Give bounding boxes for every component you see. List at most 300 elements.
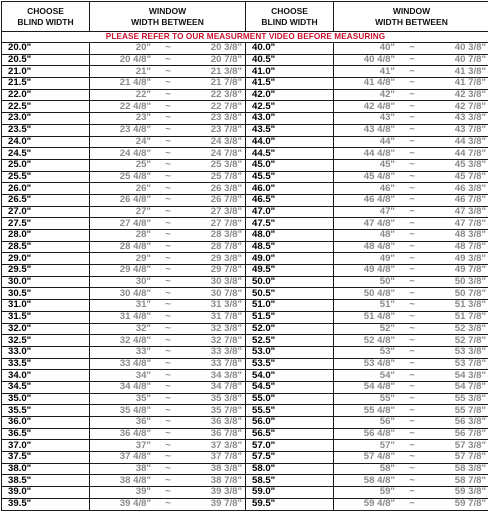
range-wrapper <box>334 336 488 346</box>
range-min: 20" <box>90 43 151 53</box>
blind-width-cell: 48.5" <box>246 241 334 253</box>
blind-width-cell: 57.0" <box>246 440 334 452</box>
blind-width-cell: 44.0" <box>246 136 334 148</box>
range-min: 57 4/8" <box>334 452 395 462</box>
range-max: 40 3/8" <box>429 43 486 53</box>
range-min: 37" <box>90 441 151 451</box>
range-wrapper <box>334 394 488 404</box>
range-max: 37 7/8" <box>185 452 242 462</box>
range-max: 58 7/8" <box>429 476 486 486</box>
window-range-cell <box>334 113 488 125</box>
table-row <box>2 288 488 300</box>
header-text: WIDTH BETWEEN <box>334 17 488 28</box>
blind-width-cell: 25.0" <box>2 159 90 171</box>
table-row <box>2 300 488 312</box>
window-range-cell <box>334 405 488 417</box>
range-min: 47 4/8" <box>334 219 395 229</box>
window-range-cell <box>334 159 488 171</box>
range-wrapper <box>334 113 488 123</box>
range-wrapper <box>90 113 245 123</box>
range-separator: ~ <box>395 406 429 416</box>
table-row <box>2 323 488 335</box>
range-min: 31 4/8" <box>90 312 151 322</box>
range-min: 37 4/8" <box>90 452 151 462</box>
blind-width-cell: 49.0" <box>246 253 334 265</box>
window-range-cell <box>334 78 488 90</box>
range-max: 28 3/8" <box>185 230 242 240</box>
range-separator: ~ <box>395 254 429 264</box>
range-max: 37 3/8" <box>185 441 242 451</box>
range-max: 23 3/8" <box>185 113 242 123</box>
range-max: 48 7/8" <box>429 242 486 252</box>
header-text: WIDTH BETWEEN <box>90 17 245 28</box>
range-min: 38" <box>90 464 151 474</box>
range-min: 40" <box>334 43 395 53</box>
range-separator: ~ <box>395 429 429 439</box>
range-min: 44" <box>334 137 395 147</box>
range-separator: ~ <box>151 347 185 357</box>
range-wrapper <box>334 371 488 381</box>
blind-width-table <box>1 1 488 511</box>
range-wrapper <box>90 254 245 264</box>
blind-width-cell: 43.5" <box>246 124 334 136</box>
range-min: 50" <box>334 277 395 287</box>
blind-width-cell: 38.5" <box>2 475 90 487</box>
range-max: 40 7/8" <box>429 55 486 65</box>
range-min: 51 4/8" <box>334 312 395 322</box>
range-wrapper <box>334 254 488 264</box>
range-min: 53 4/8" <box>334 359 395 369</box>
range-separator: ~ <box>151 78 185 88</box>
range-max: 58 3/8" <box>429 464 486 474</box>
range-separator: ~ <box>151 43 185 53</box>
range-wrapper <box>90 441 245 451</box>
blind-width-cell: 56.5" <box>246 428 334 440</box>
table-row <box>2 498 488 510</box>
range-max: 52 3/8" <box>429 324 486 334</box>
header-text: CHOOSE <box>2 6 89 17</box>
range-wrapper <box>334 464 488 474</box>
range-min: 39" <box>90 487 151 497</box>
blind-width-cell: 58.5" <box>246 475 334 487</box>
range-wrapper <box>90 476 245 486</box>
range-separator: ~ <box>395 102 429 112</box>
notice-row <box>2 32 488 43</box>
range-max: 45 3/8" <box>429 160 486 170</box>
range-wrapper <box>90 300 245 310</box>
window-range-cell <box>90 171 246 183</box>
blind-width-cell: 50.5" <box>246 288 334 300</box>
range-max: 44 7/8" <box>429 149 486 159</box>
table-row <box>2 440 488 452</box>
range-min: 47" <box>334 207 395 217</box>
range-min: 25" <box>90 160 151 170</box>
range-separator: ~ <box>395 382 429 392</box>
range-min: 30" <box>90 277 151 287</box>
range-min: 38 4/8" <box>90 476 151 486</box>
range-separator: ~ <box>395 277 429 287</box>
range-separator: ~ <box>151 160 185 170</box>
range-separator: ~ <box>151 464 185 474</box>
range-min: 26 4/8" <box>90 195 151 205</box>
range-wrapper <box>334 265 488 275</box>
blind-width-cell: 28.5" <box>2 241 90 253</box>
range-wrapper <box>90 102 245 112</box>
range-max: 54 7/8" <box>429 382 486 392</box>
blind-width-cell: 37.0" <box>2 440 90 452</box>
blind-width-cell: 28.0" <box>2 230 90 242</box>
range-separator: ~ <box>395 149 429 159</box>
range-wrapper <box>90 184 245 194</box>
range-max: 35 7/8" <box>185 406 242 416</box>
blind-width-cell: 22.0" <box>2 89 90 101</box>
blind-width-cell: 59.5" <box>246 498 334 510</box>
range-max: 31 7/8" <box>185 312 242 322</box>
window-range-cell <box>334 381 488 393</box>
range-min: 49 4/8" <box>334 265 395 275</box>
window-range-cell <box>90 452 246 464</box>
range-max: 28 7/8" <box>185 242 242 252</box>
range-max: 26 7/8" <box>185 195 242 205</box>
blind-width-cell: 48.0" <box>246 230 334 242</box>
range-max: 34 7/8" <box>185 382 242 392</box>
blind-width-cell: 31.5" <box>2 311 90 323</box>
range-separator: ~ <box>395 417 429 427</box>
range-separator: ~ <box>151 149 185 159</box>
table-row <box>2 358 488 370</box>
range-min: 30 4/8" <box>90 289 151 299</box>
window-range-cell <box>334 276 488 288</box>
range-min: 48 4/8" <box>334 242 395 252</box>
range-wrapper <box>334 476 488 486</box>
window-range-cell <box>90 381 246 393</box>
blind-width-cell: 35.0" <box>2 393 90 405</box>
window-range-cell <box>90 498 246 510</box>
blind-width-cell: 53.0" <box>246 346 334 358</box>
range-separator: ~ <box>151 242 185 252</box>
table-row <box>2 428 488 440</box>
range-wrapper <box>90 487 245 497</box>
range-separator: ~ <box>395 476 429 486</box>
range-separator: ~ <box>151 125 185 135</box>
range-separator: ~ <box>395 78 429 88</box>
window-range-cell <box>334 171 488 183</box>
table-row <box>2 124 488 136</box>
range-wrapper <box>90 149 245 159</box>
range-separator: ~ <box>395 300 429 310</box>
range-max: 50 7/8" <box>429 289 486 299</box>
range-wrapper <box>334 102 488 112</box>
range-wrapper <box>334 78 488 88</box>
blind-width-cell: 39.0" <box>2 487 90 499</box>
range-wrapper <box>334 242 488 252</box>
range-wrapper <box>334 347 488 357</box>
range-max: 47 3/8" <box>429 207 486 217</box>
range-separator: ~ <box>151 394 185 404</box>
blind-width-cell: 30.5" <box>2 288 90 300</box>
range-min: 23" <box>90 113 151 123</box>
range-max: 30 7/8" <box>185 289 242 299</box>
range-min: 49" <box>334 254 395 264</box>
range-max: 21 3/8" <box>185 67 242 77</box>
window-range-cell <box>90 393 246 405</box>
range-max: 24 7/8" <box>185 149 242 159</box>
table-row <box>2 171 488 183</box>
range-max: 46 7/8" <box>429 195 486 205</box>
window-range-cell <box>90 463 246 475</box>
window-range-cell <box>90 300 246 312</box>
range-max: 20 3/8" <box>185 43 242 53</box>
range-wrapper <box>90 452 245 462</box>
range-min: 51" <box>334 300 395 310</box>
range-min: 41 4/8" <box>334 78 395 88</box>
range-min: 22 4/8" <box>90 102 151 112</box>
blind-width-chart <box>1 1 487 484</box>
range-max: 44 3/8" <box>429 137 486 147</box>
range-min: 29 4/8" <box>90 265 151 275</box>
blind-width-cell: 42.5" <box>246 101 334 113</box>
range-separator: ~ <box>395 55 429 65</box>
range-max: 30 3/8" <box>185 277 242 287</box>
range-wrapper <box>90 406 245 416</box>
range-min: 50 4/8" <box>334 289 395 299</box>
range-wrapper <box>334 324 488 334</box>
range-min: 36" <box>90 417 151 427</box>
range-wrapper <box>90 394 245 404</box>
window-range-cell <box>90 148 246 160</box>
range-max: 38 3/8" <box>185 464 242 474</box>
range-wrapper <box>334 359 488 369</box>
range-max: 59 3/8" <box>429 487 486 497</box>
range-separator: ~ <box>151 265 185 275</box>
window-range-cell <box>90 276 246 288</box>
range-min: 42" <box>334 90 395 100</box>
blind-width-cell: 45.5" <box>246 171 334 183</box>
window-range-cell <box>90 265 246 277</box>
blind-width-cell: 29.0" <box>2 253 90 265</box>
range-min: 46" <box>334 184 395 194</box>
range-min: 48" <box>334 230 395 240</box>
range-max: 42 7/8" <box>429 102 486 112</box>
range-max: 59 7/8" <box>429 499 486 509</box>
window-range-cell <box>90 159 246 171</box>
range-wrapper <box>90 160 245 170</box>
range-max: 21 7/8" <box>185 78 242 88</box>
range-wrapper <box>90 464 245 474</box>
range-max: 56 3/8" <box>429 417 486 427</box>
range-wrapper <box>90 67 245 77</box>
range-min: 26" <box>90 184 151 194</box>
blind-width-cell: 42.0" <box>246 89 334 101</box>
blind-width-cell: 40.0" <box>246 43 334 55</box>
window-range-cell <box>90 136 246 148</box>
window-range-cell <box>334 498 488 510</box>
table-row <box>2 136 488 148</box>
range-max: 38 7/8" <box>185 476 242 486</box>
range-wrapper <box>334 429 488 439</box>
blind-width-cell: 50.0" <box>246 276 334 288</box>
table-row <box>2 370 488 382</box>
range-min: 33 4/8" <box>90 359 151 369</box>
blind-width-cell: 51.5" <box>246 311 334 323</box>
window-range-cell <box>90 335 246 347</box>
range-wrapper <box>334 55 488 65</box>
table-row <box>2 194 488 206</box>
blind-width-cell: 55.0" <box>246 393 334 405</box>
blind-width-cell: 44.5" <box>246 148 334 160</box>
range-separator: ~ <box>151 371 185 381</box>
range-separator: ~ <box>395 125 429 135</box>
range-min: 45" <box>334 160 395 170</box>
range-wrapper <box>334 230 488 240</box>
blind-width-cell: 29.5" <box>2 265 90 277</box>
range-wrapper <box>90 219 245 229</box>
range-max: 27 3/8" <box>185 207 242 217</box>
range-max: 49 3/8" <box>429 254 486 264</box>
blind-width-cell: 31.0" <box>2 300 90 312</box>
window-range-cell <box>334 300 488 312</box>
blind-width-cell: 33.0" <box>2 346 90 358</box>
table-row <box>2 206 488 218</box>
range-min: 53" <box>334 347 395 357</box>
window-range-cell <box>90 405 246 417</box>
table-row <box>2 475 488 487</box>
range-max: 26 3/8" <box>185 184 242 194</box>
range-separator: ~ <box>395 265 429 275</box>
header-text: BLIND WIDTH <box>246 17 333 28</box>
range-separator: ~ <box>395 441 429 451</box>
range-separator: ~ <box>395 184 429 194</box>
range-separator: ~ <box>395 172 429 182</box>
blind-width-cell: 43.0" <box>246 113 334 125</box>
blind-width-cell: 24.5" <box>2 148 90 160</box>
range-wrapper <box>334 207 488 217</box>
blind-width-cell: 46.5" <box>246 194 334 206</box>
range-wrapper <box>334 406 488 416</box>
range-max: 24 3/8" <box>185 137 242 147</box>
blind-width-cell: 49.5" <box>246 265 334 277</box>
blind-width-cell: 34.5" <box>2 381 90 393</box>
window-range-cell <box>334 253 488 265</box>
range-separator: ~ <box>151 499 185 509</box>
window-width-between-header-right <box>334 2 488 32</box>
range-min: 42 4/8" <box>334 102 395 112</box>
range-separator: ~ <box>395 347 429 357</box>
window-range-cell <box>334 89 488 101</box>
range-separator: ~ <box>151 277 185 287</box>
window-range-cell <box>334 194 488 206</box>
range-max: 55 7/8" <box>429 406 486 416</box>
range-wrapper <box>334 487 488 497</box>
blind-width-cell: 38.0" <box>2 463 90 475</box>
blind-width-cell: 37.5" <box>2 452 90 464</box>
range-separator: ~ <box>395 394 429 404</box>
range-max: 34 3/8" <box>185 371 242 381</box>
table-row <box>2 183 488 195</box>
range-separator: ~ <box>151 67 185 77</box>
blind-width-cell: 52.5" <box>246 335 334 347</box>
range-min: 36 4/8" <box>90 429 151 439</box>
range-min: 54" <box>334 371 395 381</box>
window-range-cell <box>334 206 488 218</box>
blind-width-cell: 25.5" <box>2 171 90 183</box>
range-min: 59 4/8" <box>334 499 395 509</box>
range-min: 24 4/8" <box>90 149 151 159</box>
blind-width-cell: 58.0" <box>246 463 334 475</box>
range-min: 34 4/8" <box>90 382 151 392</box>
range-separator: ~ <box>151 336 185 346</box>
range-min: 55" <box>334 394 395 404</box>
table-row <box>2 113 488 125</box>
range-wrapper <box>90 242 245 252</box>
window-range-cell <box>90 288 246 300</box>
window-range-cell <box>90 323 246 335</box>
range-max: 23 7/8" <box>185 125 242 135</box>
table-row <box>2 346 488 358</box>
range-max: 29 3/8" <box>185 254 242 264</box>
range-max: 25 7/8" <box>185 172 242 182</box>
window-range-cell <box>90 440 246 452</box>
range-separator: ~ <box>151 312 185 322</box>
range-separator: ~ <box>395 371 429 381</box>
range-wrapper <box>90 359 245 369</box>
blind-width-cell: 27.5" <box>2 218 90 230</box>
range-min: 58 4/8" <box>334 476 395 486</box>
range-max: 45 7/8" <box>429 172 486 182</box>
range-max: 39 7/8" <box>185 499 242 509</box>
range-max: 36 3/8" <box>185 417 242 427</box>
range-separator: ~ <box>395 242 429 252</box>
table-row <box>2 241 488 253</box>
blind-width-cell: 32.0" <box>2 323 90 335</box>
range-wrapper <box>90 230 245 240</box>
table-row <box>2 253 488 265</box>
range-min: 44 4/8" <box>334 149 395 159</box>
range-min: 28 4/8" <box>90 242 151 252</box>
window-range-cell <box>334 323 488 335</box>
window-range-cell <box>334 370 488 382</box>
range-separator: ~ <box>151 324 185 334</box>
range-max: 33 3/8" <box>185 347 242 357</box>
table-row <box>2 452 488 464</box>
range-min: 41" <box>334 67 395 77</box>
range-separator: ~ <box>151 429 185 439</box>
window-range-cell <box>334 183 488 195</box>
window-range-cell <box>334 218 488 230</box>
range-max: 52 7/8" <box>429 336 486 346</box>
window-range-cell <box>334 463 488 475</box>
range-max: 49 7/8" <box>429 265 486 275</box>
range-max: 35 3/8" <box>185 394 242 404</box>
blind-width-cell: 52.0" <box>246 323 334 335</box>
range-max: 20 7/8" <box>185 55 242 65</box>
window-range-cell <box>334 43 488 55</box>
window-range-cell <box>90 206 246 218</box>
window-range-cell <box>334 124 488 136</box>
window-range-cell <box>334 428 488 440</box>
window-range-cell <box>334 311 488 323</box>
range-min: 20 4/8" <box>90 55 151 65</box>
range-separator: ~ <box>395 464 429 474</box>
blind-width-cell: 21.0" <box>2 66 90 78</box>
range-separator: ~ <box>395 90 429 100</box>
range-separator: ~ <box>151 219 185 229</box>
range-wrapper <box>90 336 245 346</box>
table-row <box>2 78 488 90</box>
window-range-cell <box>90 428 246 440</box>
range-wrapper <box>334 43 488 53</box>
window-range-cell <box>90 253 246 265</box>
